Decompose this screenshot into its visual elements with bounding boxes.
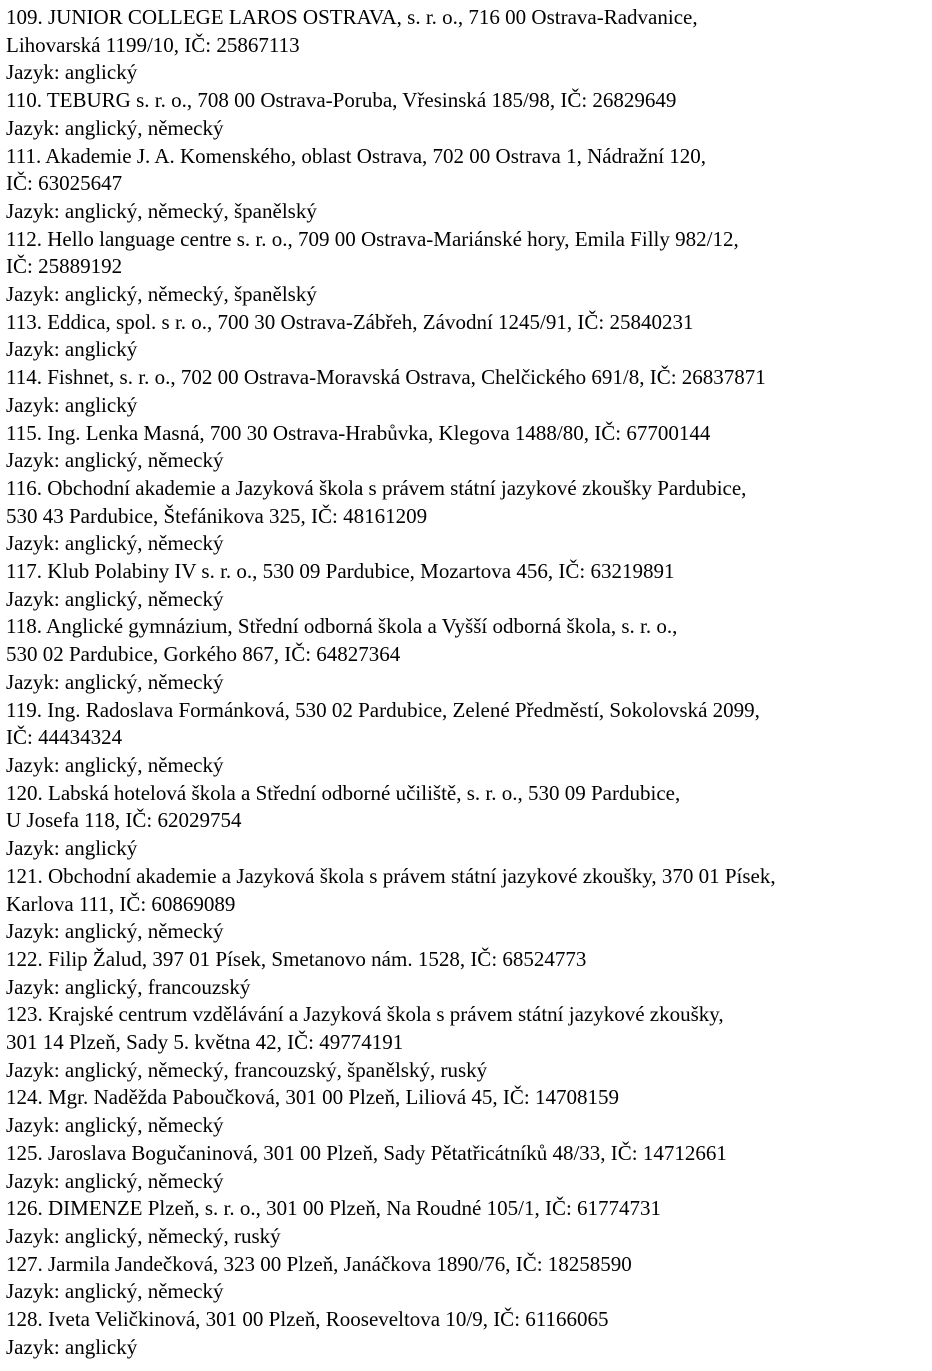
entry-heading-line: 121. Obchodní akademie a Jazyková škola s právem státní jazykové zkoušky, 370 01 Písek, xyxy=(6,863,776,888)
entry-heading-line: 113. Eddica, spol. s r. o., 700 30 Ostrava-Zábřeh, Závodní 1245/91, IČ: 25840231 xyxy=(6,309,694,334)
entry-languages: Jazyk: anglický, německý xyxy=(6,531,224,556)
entry-address-line: U Josefa 118, IČ: 62029754 xyxy=(6,808,242,833)
entry-heading-line: 122. Filip Žalud, 397 01 Písek, Smetanovo nám. 1528, IČ: 68524773 xyxy=(6,946,587,971)
entry-languages: Jazyk: anglický, francouzský xyxy=(6,974,251,999)
school-entry xyxy=(6,475,932,558)
entry-languages: Jazyk: anglický, německý xyxy=(6,752,224,777)
school-entry xyxy=(6,780,932,863)
school-entry xyxy=(6,1140,932,1195)
entry-heading-line: 124. Mgr. Naděžda Paboučková, 301 00 Plzeň, Liliová 45, IČ: 14708159 xyxy=(6,1085,619,1110)
entry-heading-line: 109. JUNIOR COLLEGE LAROS OSTRAVA, s. r. o., 716 00 Ostrava-Radvanice, xyxy=(6,5,698,29)
entry-heading-line: 125. Jaroslava Bogučaninová, 301 00 Plzeň, Sady Pětatřicátníků 48/33, IČ: 14712661 xyxy=(6,1140,727,1165)
school-entry xyxy=(6,420,932,475)
school-entry xyxy=(6,697,932,780)
entry-languages: Jazyk: anglický xyxy=(6,1334,138,1359)
entry-heading-line: 120. Labská hotelová škola a Střední odborné učiliště, s. r. o., 530 09 Pardubice, xyxy=(6,780,681,805)
entry-heading-line: 111. Akademie J. A. Komenského, oblast Ostrava, 702 00 Ostrava 1, Nádražní 120, xyxy=(6,143,707,168)
entry-address-line: 530 02 Pardubice, Gorkého 867, IČ: 64827364 xyxy=(6,642,401,667)
entry-languages: Jazyk: anglický, německý xyxy=(6,919,224,944)
school-entry xyxy=(6,4,932,87)
entry-languages: Jazyk: anglický, německý xyxy=(6,586,224,611)
school-entry xyxy=(6,143,932,226)
entry-heading-line: 126. DIMENZE Plzeň, s. r. o., 301 00 Plzeň, Na Roudné 105/1, IČ: 61774731 xyxy=(6,1196,662,1221)
entry-languages: Jazyk: anglický xyxy=(6,337,138,362)
school-entry xyxy=(6,87,932,142)
entry-heading-line: 128. Iveta Veličkinová, 301 00 Plzeň, Rooseveltova 10/9, IČ: 61166065 xyxy=(6,1307,609,1332)
entry-languages: Jazyk: anglický, německý xyxy=(6,669,224,694)
school-entry xyxy=(6,226,932,309)
entry-languages: Jazyk: anglický xyxy=(6,60,138,85)
entry-heading-line: 127. Jarmila Jandečková, 323 00 Plzeň, Janáčkova 1890/76, IČ: 18258590 xyxy=(6,1251,632,1276)
school-entry xyxy=(6,1195,932,1250)
entry-languages: Jazyk: anglický, německý xyxy=(6,448,224,473)
entry-languages: Jazyk: anglický, německý xyxy=(6,115,224,140)
entry-heading-line: 115. Ing. Lenka Masná, 700 30 Ostrava-Hrabůvka, Klegova 1488/80, IČ: 67700144 xyxy=(6,420,711,445)
school-entry xyxy=(6,1306,932,1361)
entry-languages: Jazyk: anglický, německý, ruský xyxy=(6,1223,281,1248)
entry-heading-line: 110. TEBURG s. r. o., 708 00 Ostrava-Poruba, Vřesinská 185/98, IČ: 26829649 xyxy=(6,88,677,113)
school-entry xyxy=(6,309,932,364)
entry-languages: Jazyk: anglický, německý, španělský xyxy=(6,282,317,307)
entry-address-line: IČ: 25889192 xyxy=(6,254,123,279)
entry-languages: Jazyk: anglický, německý xyxy=(6,1168,224,1193)
entry-languages: Jazyk: anglický, německý, francouzský, španělský, ruský xyxy=(6,1057,488,1082)
school-entry xyxy=(6,863,932,946)
school-entry xyxy=(6,1251,932,1306)
entry-heading-line: 116. Obchodní akademie a Jazyková škola s právem státní jazykové zkoušky Pardubice, xyxy=(6,475,747,500)
school-entry xyxy=(6,613,932,696)
entry-heading-line: 123. Krajské centrum vzdělávání a Jazyková škola s právem státní jazykové zkoušky, xyxy=(6,1002,724,1027)
entry-languages: Jazyk: anglický, německý, španělský xyxy=(6,198,317,223)
entry-languages: Jazyk: anglický, německý xyxy=(6,1113,224,1138)
entry-heading-line: 112. Hello language centre s. r. o., 709 00 Ostrava-Mariánské hory, Emila Filly 982/12, xyxy=(6,226,739,251)
entry-address-line: 530 43 Pardubice, Štefánikova 325, IČ: 48161209 xyxy=(6,503,428,528)
entry-address-line: 301 14 Plzeň, Sady 5. května 42, IČ: 49774191 xyxy=(6,1030,404,1055)
entry-address-line: IČ: 63025647 xyxy=(6,171,123,196)
school-entry xyxy=(6,1001,932,1084)
school-entry xyxy=(6,946,932,1001)
document-page xyxy=(6,4,932,1361)
entry-address-line: Lihovarská 1199/10, IČ: 25867113 xyxy=(6,32,300,57)
entry-address-line: Karlova 111, IČ: 60869089 xyxy=(6,891,236,916)
school-entry xyxy=(6,558,932,613)
entry-address-line: IČ: 44434324 xyxy=(6,725,123,750)
entry-heading-line: 119. Ing. Radoslava Formánková, 530 02 Pardubice, Zelené Předměstí, Sokolovská 2099, xyxy=(6,697,760,722)
entry-heading-line: 114. Fishnet, s. r. o., 702 00 Ostrava-Moravská Ostrava, Chelčického 691/8, IČ: 26837871 xyxy=(6,365,766,390)
entry-heading-line: 117. Klub Polabiny IV s. r. o., 530 09 Pardubice, Mozartova 456, IČ: 63219891 xyxy=(6,559,675,584)
entry-languages: Jazyk: anglický, německý xyxy=(6,1279,224,1304)
entry-heading-line: 118. Anglické gymnázium, Střední odborná škola a Vyšší odborná škola, s. r. o., xyxy=(6,614,678,639)
entry-languages: Jazyk: anglický xyxy=(6,392,138,417)
school-entry xyxy=(6,1084,932,1139)
school-entry xyxy=(6,364,932,419)
entry-languages: Jazyk: anglický xyxy=(6,836,138,861)
